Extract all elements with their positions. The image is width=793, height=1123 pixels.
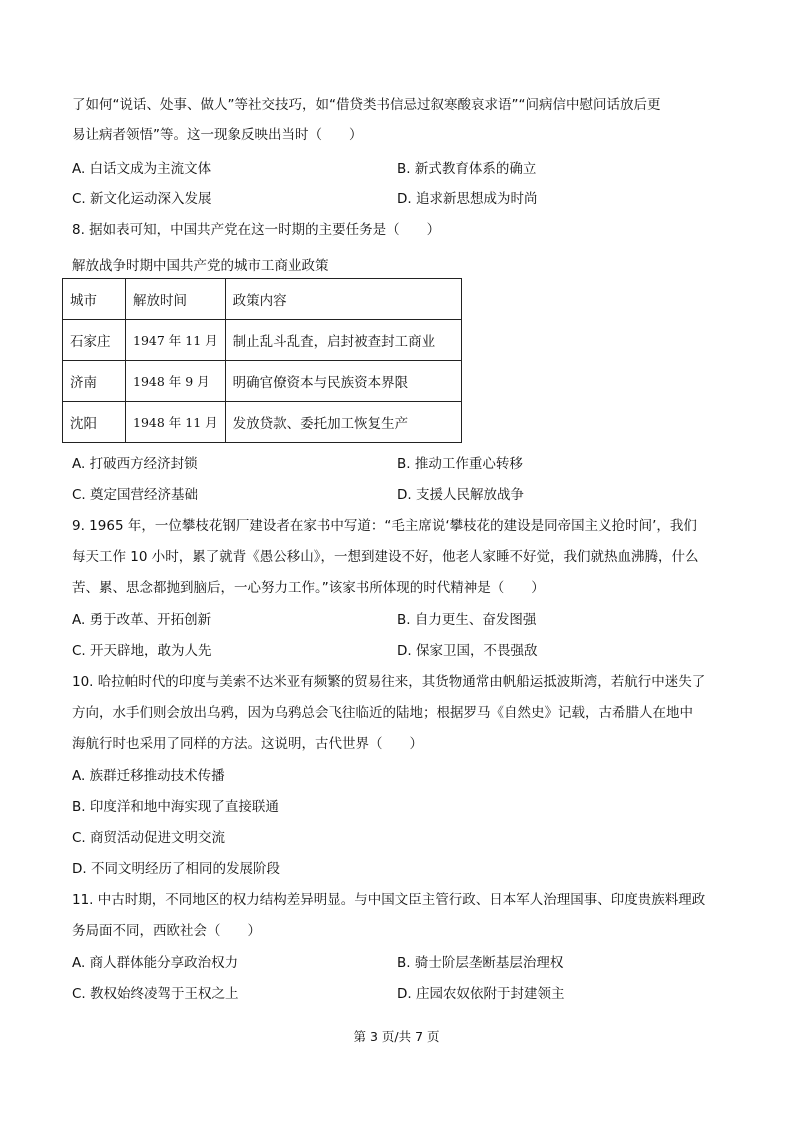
q10-option-a[interactable]: A. 族群迁移推动技术传播 xyxy=(72,768,225,784)
q7-stem-line-2: 易让病者领悟”等。这一现象反映出当时（ ） xyxy=(72,127,363,143)
policy-table xyxy=(62,278,462,443)
table-header-date: 解放时间 xyxy=(126,279,226,320)
q9-option-a[interactable]: A. 勇于改革、开拓创新 xyxy=(72,612,212,628)
table-cell-date: 1947 年 11 月 xyxy=(126,320,226,361)
q10-stem-line-2: 方向，水手们则会放出乌鸦，因为乌鸦总会飞往临近的陆地；根据罗马《自然史》记载，古希腊人在地中 xyxy=(72,705,693,721)
q11-stem-line-1: 11. 中古时期，不同地区的权力结构差异明显。与中国文臣主管行政、日本军人治理国事、印度贵族料理政 xyxy=(72,892,706,908)
q8-stem: 8. 据如表可知，中国共产党在这一时期的主要任务是（ ） xyxy=(72,222,441,238)
q10-option-b[interactable]: B. 印度洋和地中海实现了直接联通 xyxy=(72,799,279,815)
table-cell-policy: 发放贷款、委托加工恢复生产 xyxy=(225,402,461,443)
q7-stem-line-1: 了如何“说话、处事、做人”等社交技巧，如“借贷类书信忌过叙寒酸哀求语”“问病信中慰问话放后更 xyxy=(72,97,661,113)
table-cell-city: 济南 xyxy=(63,361,126,402)
table-header-policy: 政策内容 xyxy=(225,279,461,320)
q7-option-d[interactable]: D. 追求新思想成为时尚 xyxy=(397,191,538,207)
table-row xyxy=(63,320,462,361)
table-header-city: 城市 xyxy=(63,279,126,320)
table-cell-city: 沈阳 xyxy=(63,402,126,443)
q10-option-d[interactable]: D. 不同文明经历了相同的发展阶段 xyxy=(72,861,280,877)
q8-table-title: 解放战争时期中国共产党的城市工商业政策 xyxy=(72,258,329,274)
table-cell-policy: 明确官僚资本与民族资本界限 xyxy=(225,361,461,402)
q11-option-a[interactable]: A. 商人群体能分享政治权力 xyxy=(72,955,239,971)
q7-option-a[interactable]: A. 白话文成为主流文体 xyxy=(72,161,212,177)
q8-option-b[interactable]: B. 推动工作重心转移 xyxy=(397,456,523,472)
q7-option-c[interactable]: C. 新文化运动深入发展 xyxy=(72,191,212,207)
table-row xyxy=(63,361,462,402)
q9-stem-line-1: 9. 1965 年，一位攀枝花钢厂建设者在家书中写道：“毛主席说‘攀枝花的建设是同帝国主义抢时间’，我们 xyxy=(72,518,697,534)
table-row xyxy=(63,402,462,443)
q11-stem-line-2: 务局面不同，西欧社会（ ） xyxy=(72,923,261,939)
q9-option-c[interactable]: C. 开天辟地，敢为人先 xyxy=(72,643,212,659)
q9-option-d[interactable]: D. 保家卫国，不畏强敌 xyxy=(397,643,538,659)
q7-option-b[interactable]: B. 新式教育体系的确立 xyxy=(397,161,537,177)
page-number: 第 3 页/共 7 页 xyxy=(353,1029,440,1044)
table-cell-city: 石家庄 xyxy=(63,320,126,361)
q9-stem-line-3: 苦、累、思念都抛到脑后，一心努力工作。”该家书所体现的时代精神是（ ） xyxy=(72,580,545,596)
q8-option-d[interactable]: D. 支援人民解放战争 xyxy=(397,487,524,503)
table-cell-date: 1948 年 9 月 xyxy=(126,361,226,402)
q10-stem-line-3: 海航行时也采用了同样的方法。这说明，古代世界（ ） xyxy=(72,736,423,752)
q11-option-b[interactable]: B. 骑士阶层垄断基层治理权 xyxy=(397,955,564,971)
table-cell-date: 1948 年 11 月 xyxy=(126,402,226,443)
q10-option-c[interactable]: C. 商贸活动促进文明交流 xyxy=(72,830,226,846)
q8-option-a[interactable]: A. 打破西方经济封锁 xyxy=(72,456,198,472)
q9-option-b[interactable]: B. 自力更生、奋发图强 xyxy=(397,612,537,628)
q9-stem-line-2: 每天工作 10 小时，累了就背《愚公移山》，一想到建设不好，他老人家睡不好觉，我们就热血沸腾，什么 xyxy=(72,549,699,565)
q11-option-d[interactable]: D. 庄园农奴依附于封建领主 xyxy=(397,986,565,1002)
table-header-row xyxy=(63,279,462,320)
q8-option-c[interactable]: C. 奠定国营经济基础 xyxy=(72,487,199,503)
q11-option-c[interactable]: C. 教权始终凌驾于王权之上 xyxy=(72,986,239,1002)
q10-stem-line-1: 10. 哈拉帕时代的印度与美索不达米亚有频繁的贸易往来，其货物通常由帆船运抵波斯湾，若航行中迷失了 xyxy=(72,674,706,690)
table-cell-policy: 制止乱斗乱査，启封被查封工商业 xyxy=(225,320,461,361)
